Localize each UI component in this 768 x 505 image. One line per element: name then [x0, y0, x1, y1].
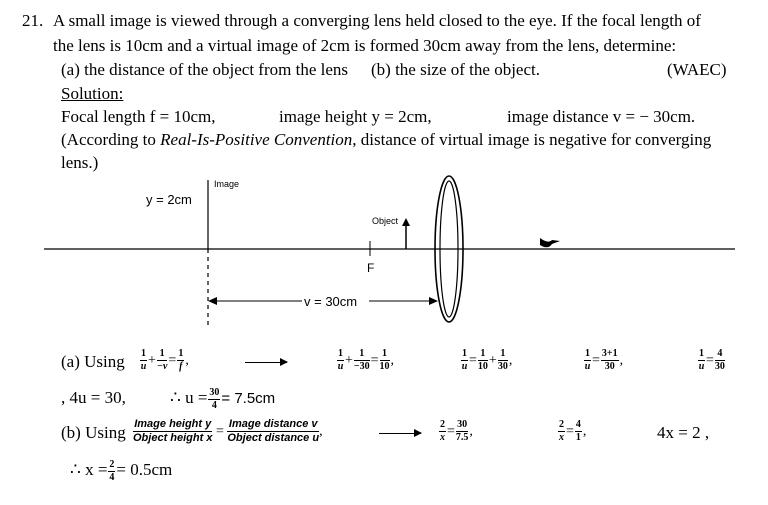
question-line-1: A small image is viewed through a converging lens held closed to the eye. If the focal length of: [53, 11, 701, 30]
part-a-step-4: $\frac{1}{u}$ = $\frac{4}{30}$: [698, 348, 725, 373]
image-height-label: y = 2cm: [146, 192, 192, 207]
part-a-equation: , 4u = 30,: [61, 388, 126, 407]
magnification-formula: Image height y Object height x = Image distance v Object distance u ,: [133, 418, 323, 445]
lens-diagram: [0, 170, 768, 330]
part-b-step-2: $\frac{2}{x}$ = $\frac{4}{1}$ ,: [559, 419, 587, 444]
part-b-equation: 4x = 2 ,: [657, 423, 710, 442]
eye-icon: [540, 238, 560, 247]
convention-end: lens.): [61, 153, 99, 172]
arrow-a1: [245, 362, 287, 363]
part-b-step-1: $\frac{2}{x}$ = $\frac{30}{7.5}$ ,: [440, 419, 473, 444]
convention-pre: (According to: [61, 130, 161, 149]
question-line-2: the lens is 10cm and a virtual image of 2cm is formed 30cm away from the lens, determine:: [53, 36, 677, 55]
given-image-height: image height y = 2cm,: [279, 107, 432, 126]
convention-note: [61, 131, 711, 149]
part-b-label: (b) Using: [61, 423, 126, 442]
question-part-a: (a) the distance of the object from the lens: [61, 60, 348, 79]
focal-label: F: [367, 261, 375, 275]
image-label: Image: [214, 179, 240, 189]
object-label: Object: [372, 216, 399, 226]
distance-arrowhead-left: [208, 297, 217, 305]
part-a-label: (a) Using: [61, 352, 125, 371]
convention-post: , distance of virtual image is negative for converging: [352, 130, 712, 149]
question-number: 21.: [22, 11, 44, 30]
question-part-b: (b) the size of the object.: [371, 60, 540, 79]
given-focal-length: Focal length f = 10cm,: [61, 107, 216, 126]
convention-name: Real-Is-Positive Convention: [160, 130, 353, 149]
distance-label: v = 30cm: [304, 294, 358, 309]
part-a-step-1: $\frac{1}{u}$ + $\frac{1}{-30}$ = $\frac{1}{10}$ ,: [337, 348, 395, 373]
given-image-distance: image distance v = − 30cm.: [507, 107, 696, 126]
arrow-b1: [379, 433, 421, 434]
distance-arrowhead-right: [429, 297, 438, 305]
part-a-step-3: $\frac{1}{u}$ = $\frac{3+1}{30}$ ,: [584, 348, 624, 373]
object-arrowhead: [402, 218, 410, 226]
part-a-result: ∴ u = $\frac{30}{4}$ = 7.5cm: [170, 386, 276, 411]
solution-heading: Solution:: [61, 84, 124, 103]
part-a-step-2: $\frac{1}{u}$ = $\frac{1}{10}$ + $\frac{1}{30}$ ,: [461, 348, 513, 373]
part-b-result: ∴ x = $\frac{2}{4}$ = 0.5cm: [70, 458, 173, 483]
question-source: (WAEC): [667, 60, 727, 79]
lens-formula: $\frac{1}{u}$ + $\frac{1}{-v}$ = $\frac{1}{f}$ ,: [140, 348, 189, 373]
